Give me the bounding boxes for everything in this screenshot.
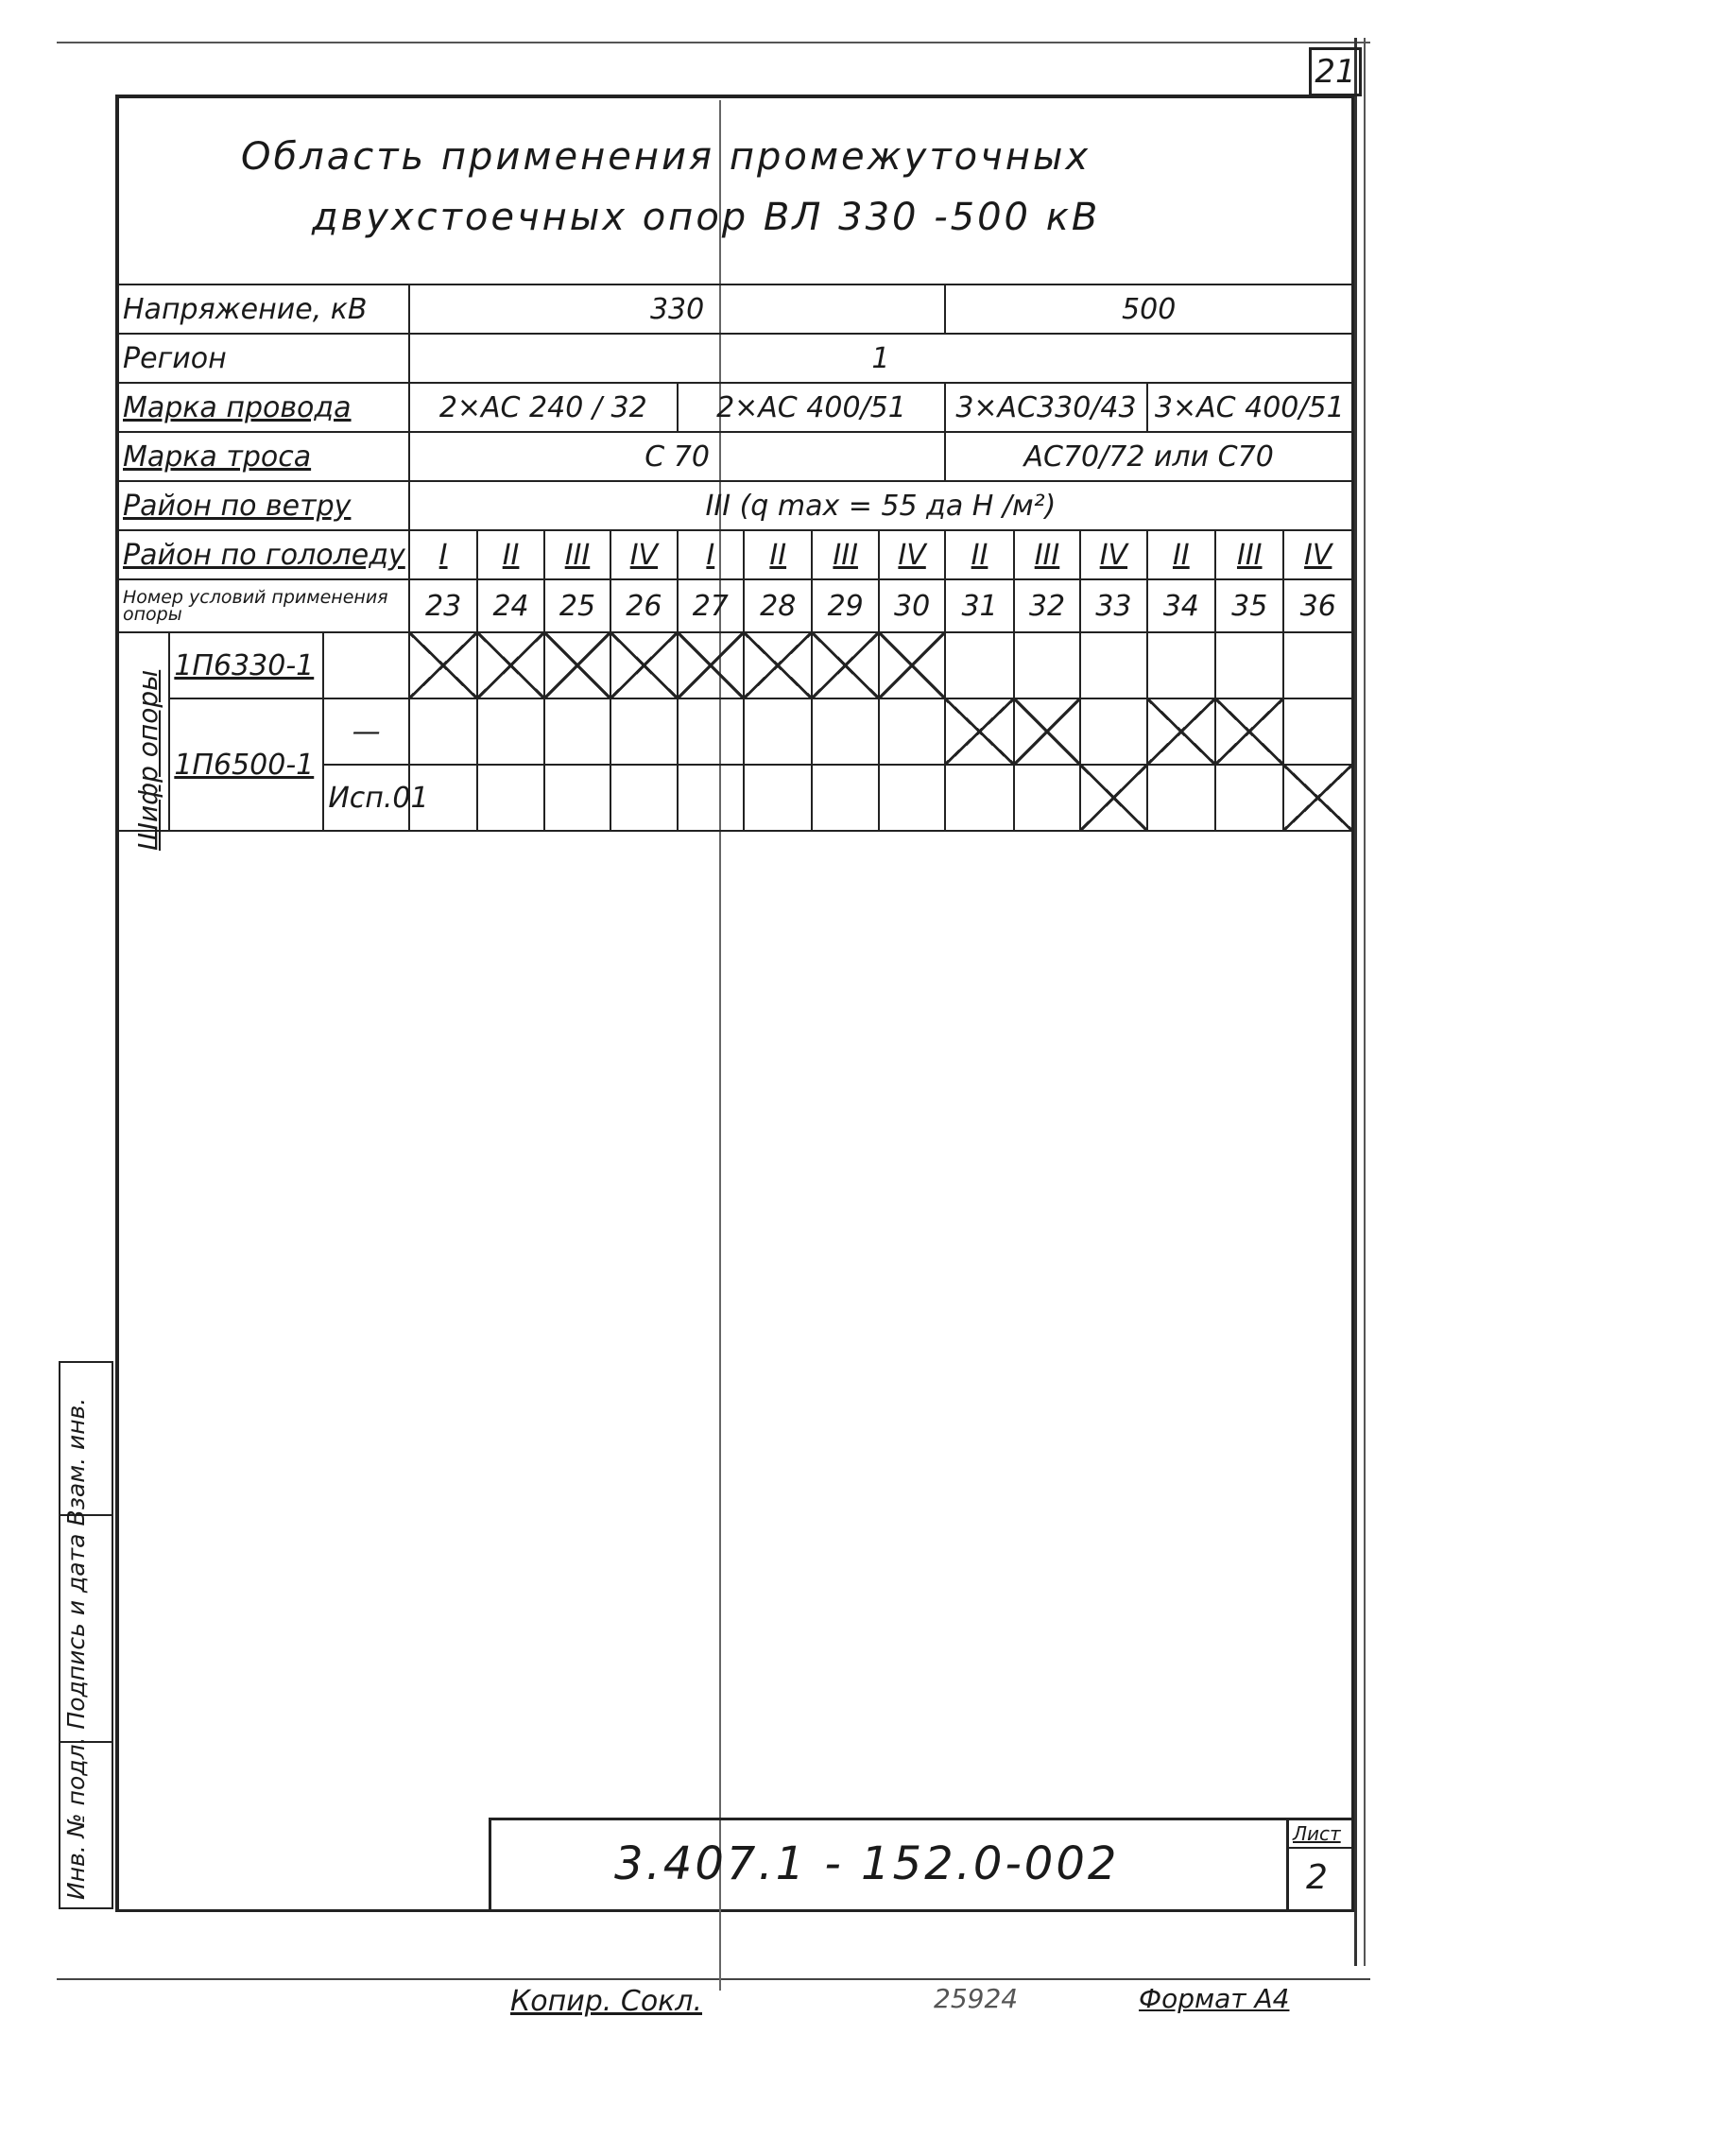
applicability-cross-cell (1147, 698, 1215, 765)
title-line-2: двухстоечных опор ВЛ 330 -500 кВ (312, 196, 1101, 239)
applicability-cell (879, 698, 945, 765)
condition-cell: 27 (678, 579, 744, 632)
format-label: Формат А4 (1139, 1983, 1290, 2014)
applicability-cell (1147, 632, 1215, 698)
wire-item: 3×АС 400/51 (1147, 383, 1352, 432)
ice-cell: III (812, 530, 878, 579)
bottom-edge-line (57, 1978, 1370, 1980)
sheet-label: Лист (1293, 1822, 1341, 1845)
applicability-cross-cell (1215, 698, 1283, 765)
support-2-sub-b: Исп.01 (323, 765, 409, 831)
ice-cell: III (1215, 530, 1283, 579)
cable-row (118, 432, 1352, 481)
ice-label: Район по гололеду (118, 530, 409, 579)
condition-cell: 28 (744, 579, 812, 632)
ice-cell: II (945, 530, 1013, 579)
condition-cell: 26 (610, 579, 677, 632)
ice-cell: II (744, 530, 812, 579)
condition-row (118, 579, 1352, 632)
applicability-cross-cell (945, 698, 1013, 765)
condition-cell: 34 (1147, 579, 1215, 632)
applicability-cell (1283, 698, 1352, 765)
sheet-cell (1286, 1820, 1354, 1912)
wire-item: 2×АС 400/51 (678, 383, 946, 432)
applicability-cross-cell (678, 632, 744, 698)
application-table (117, 284, 1353, 832)
ice-row (118, 530, 1352, 579)
wind-value: III (q max = 55 да Н /м²) (409, 481, 1352, 530)
applicability-cell (409, 698, 477, 765)
cable-330: С 70 (409, 432, 945, 481)
archive-number: 25924 (934, 1983, 1019, 2014)
applicability-cross-cell (812, 632, 878, 698)
region-row (118, 334, 1352, 383)
ice-cell: I (678, 530, 744, 579)
applicability-cell (744, 698, 812, 765)
applicability-cell (544, 698, 610, 765)
ice-cell: IV (610, 530, 677, 579)
applicability-cell (477, 698, 543, 765)
applicability-cross-cell (409, 632, 477, 698)
applicability-cross-cell (610, 632, 677, 698)
condition-cell: 31 (945, 579, 1013, 632)
region-label: Регион (118, 334, 409, 383)
wind-label: Район по ветру (118, 481, 409, 530)
applicability-cell (678, 698, 744, 765)
support-2-name: 1П6500-1 (169, 698, 323, 831)
ice-cell: IV (879, 530, 945, 579)
wind-row (118, 481, 1352, 530)
margin-text: Инв. № подл. Подпись и дата Взам. инв. (62, 1397, 90, 1900)
wire-item: 3×АС330/43 (945, 383, 1146, 432)
ice-cell: I (409, 530, 477, 579)
voltage-row (118, 284, 1352, 334)
applicability-cross-cell (1014, 698, 1080, 765)
document-code: 3.407.1 - 152.0-002 (614, 1837, 1120, 1890)
condition-cell: 24 (477, 579, 543, 632)
applicability-cross-cell (744, 632, 812, 698)
cable-500: АС70/72 или С70 (945, 432, 1352, 481)
condition-cell: 35 (1215, 579, 1283, 632)
condition-cell: 33 (1080, 579, 1146, 632)
top-edge-line (57, 42, 1370, 43)
applicability-cell (610, 765, 677, 831)
support-code-label: Шифр опоры (132, 669, 163, 851)
title-line-1: Область применения промежуточных (241, 135, 1091, 179)
condition-cell: 25 (544, 579, 610, 632)
applicability-cross-cell (879, 632, 945, 698)
ice-cell: III (544, 530, 610, 579)
condition-cell: 36 (1283, 579, 1352, 632)
applicability-cell (812, 765, 878, 831)
sheet-number: 21 (1309, 47, 1362, 96)
voltage-500: 500 (945, 284, 1352, 334)
voltage-label: Напряжение, кВ (118, 284, 409, 334)
condition-cell: 32 (1014, 579, 1080, 632)
sheet-cell-divider (1289, 1847, 1354, 1849)
applicability-cell (1147, 765, 1215, 831)
ice-cell: II (477, 530, 543, 579)
cable-label: Марка троса (118, 432, 409, 481)
applicability-cell (1215, 765, 1283, 831)
title-block-stamp (489, 1818, 1354, 1912)
applicability-cell (945, 765, 1013, 831)
applicability-cell (610, 698, 677, 765)
support-2-sub-a: — (323, 698, 409, 765)
applicability-cross-cell (1283, 765, 1352, 831)
applicability-cell (678, 765, 744, 831)
wire-item: 2×АС 240 / 32 (409, 383, 678, 432)
support-1-row (118, 632, 1352, 698)
condition-cell: 30 (879, 579, 945, 632)
wire-row (118, 383, 1352, 432)
ice-cell: III (1014, 530, 1080, 579)
ice-cell: IV (1283, 530, 1352, 579)
condition-label: Номер условий применения опоры (118, 579, 409, 632)
applicability-cell (945, 632, 1013, 698)
right-edge-line (1354, 38, 1366, 1966)
applicability-cell (1080, 698, 1146, 765)
applicability-cell (879, 765, 945, 831)
applicability-cell (744, 765, 812, 831)
wire-label: Марка провода (118, 383, 409, 432)
support-1-sub (323, 632, 409, 698)
ice-cell: IV (1080, 530, 1146, 579)
applicability-cell (1283, 632, 1352, 698)
applicability-cross-cell (544, 632, 610, 698)
condition-cell: 29 (812, 579, 878, 632)
applicability-cell (1014, 765, 1080, 831)
condition-cell: 23 (409, 579, 477, 632)
region-value: 1 (409, 334, 1352, 383)
applicability-cell (1215, 632, 1283, 698)
applicability-cell (544, 765, 610, 831)
voltage-330: 330 (409, 284, 945, 334)
support-1-name: 1П6330-1 (169, 632, 323, 698)
applicability-cell (1014, 632, 1080, 698)
applicability-cell (812, 698, 878, 765)
applicability-cell (1080, 632, 1146, 698)
support-2-row-a (118, 698, 1352, 765)
applicability-cell (477, 765, 543, 831)
applicability-cross-cell (477, 632, 543, 698)
ice-cell: II (1147, 530, 1215, 579)
copy-label: Копир. Сокл. (510, 1985, 703, 2018)
applicability-cross-cell (1080, 765, 1146, 831)
sheet-value: 2 (1306, 1858, 1328, 1897)
